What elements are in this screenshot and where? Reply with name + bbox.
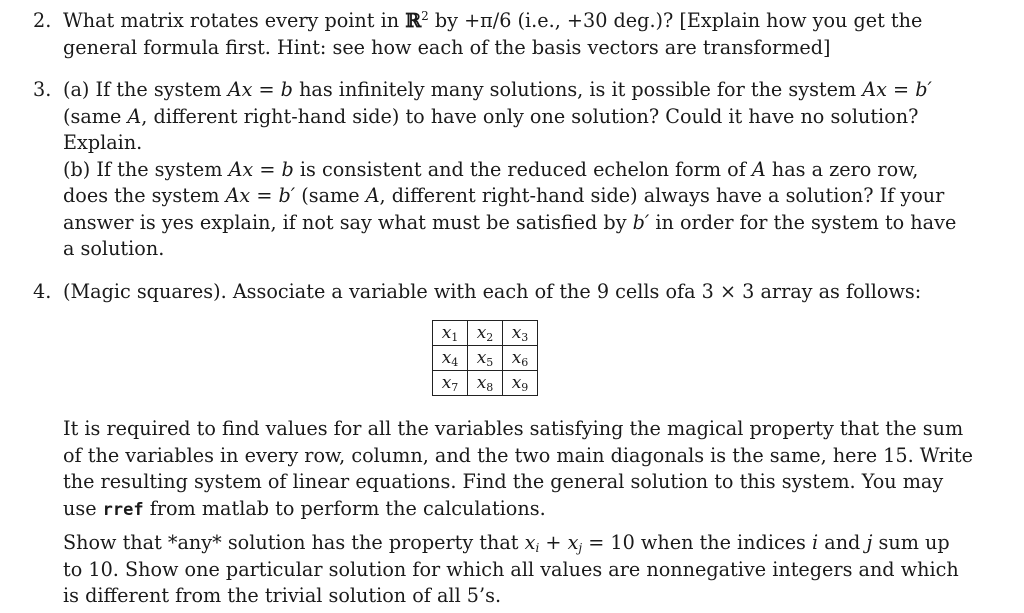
problem-3a-line-2: (same A, different right-hand side) to have only one solution? Could it have no solution?: [63, 104, 919, 128]
paragraph-line: is different from the trivial solution of all 5’s.: [63, 584, 502, 607]
paragraph-line: of the variables in every row, column, and the two main diagonals is the same, here 15. Write: [63, 443, 973, 467]
problem-4-paragraph-1: [33, 416, 973, 523]
problem-3b-line-3: answer is yes explain, if not say what must be satisfied by b′ in order for the system to have: [63, 210, 957, 234]
magic-square-grid: [432, 320, 538, 396]
problem-2-line-2: general formula first. Hint: see how each of the basis vectors are transformed]: [63, 35, 831, 59]
problem-4: [33, 279, 933, 306]
grid-cell: $x_2$: [468, 321, 503, 346]
grid-cell: $x_5$: [468, 346, 503, 371]
grid-cell: $x_9$: [503, 371, 538, 396]
grid-row: [433, 321, 538, 346]
problem-4-intro: (Magic squares). Associate a variable with each of the 9 cells ofa 3 × 3 array as follows:: [63, 280, 922, 303]
problem-2-line-1: What matrix rotates every point in ℝ$^2$ by +π/6 (i.e., +30 deg.)? [Explain how you get the: [63, 9, 923, 32]
paragraph-line: It is required to find values for all the variables satisfying the magical property that the sum: [63, 417, 964, 440]
grid-cell: $x_6$: [503, 346, 538, 371]
paragraph-line: Show that *any* solution has the property that $x_i + x_j = 10$ when the indices i and j sum up: [63, 531, 950, 555]
grid-cell: $x_1$: [433, 321, 468, 346]
problem-3a-line-1: (a) If the system Ax = b has infinitely many solutions, is it possible for the system Ax = b′: [63, 78, 932, 101]
paragraph-line: the resulting system of linear equations. Find the general solution to this system. You may: [63, 470, 944, 493]
problem-number: 2.: [33, 9, 52, 32]
rref-code: rref: [102, 499, 144, 520]
paragraph-line: use rref from matlab to perform the calculations.: [63, 496, 546, 520]
grid-row: [433, 346, 538, 371]
real-numbers-symbol: ℝ: [405, 9, 422, 32]
grid-cell: $x_3$: [503, 321, 538, 346]
problem-number: 3.: [33, 78, 52, 101]
grid-cell: $x_8$: [468, 371, 503, 396]
problem-number: 4.: [33, 280, 52, 303]
problem-3b-line-2: does the system Ax = b′ (same A, different right-hand side) always have a solution? If your: [63, 184, 945, 207]
problem-4-paragraph-2: [33, 530, 959, 610]
problem-3a-line-3: Explain.: [63, 131, 143, 154]
problem-3b-line-4: a solution.: [63, 237, 165, 260]
paragraph-line: to 10. Show one particular solution for which all values are nonnegative integers and which: [63, 557, 959, 581]
problem-3b-line-1: (b) If the system Ax = b is consistent and the reduced echelon form of A has a zero row,: [63, 157, 919, 181]
grid-row: [433, 371, 538, 396]
grid-cell: $x_4$: [433, 346, 468, 371]
grid-cell: $x_7$: [433, 371, 468, 396]
problem-3: [33, 77, 957, 263]
problem-2: [33, 8, 933, 61]
